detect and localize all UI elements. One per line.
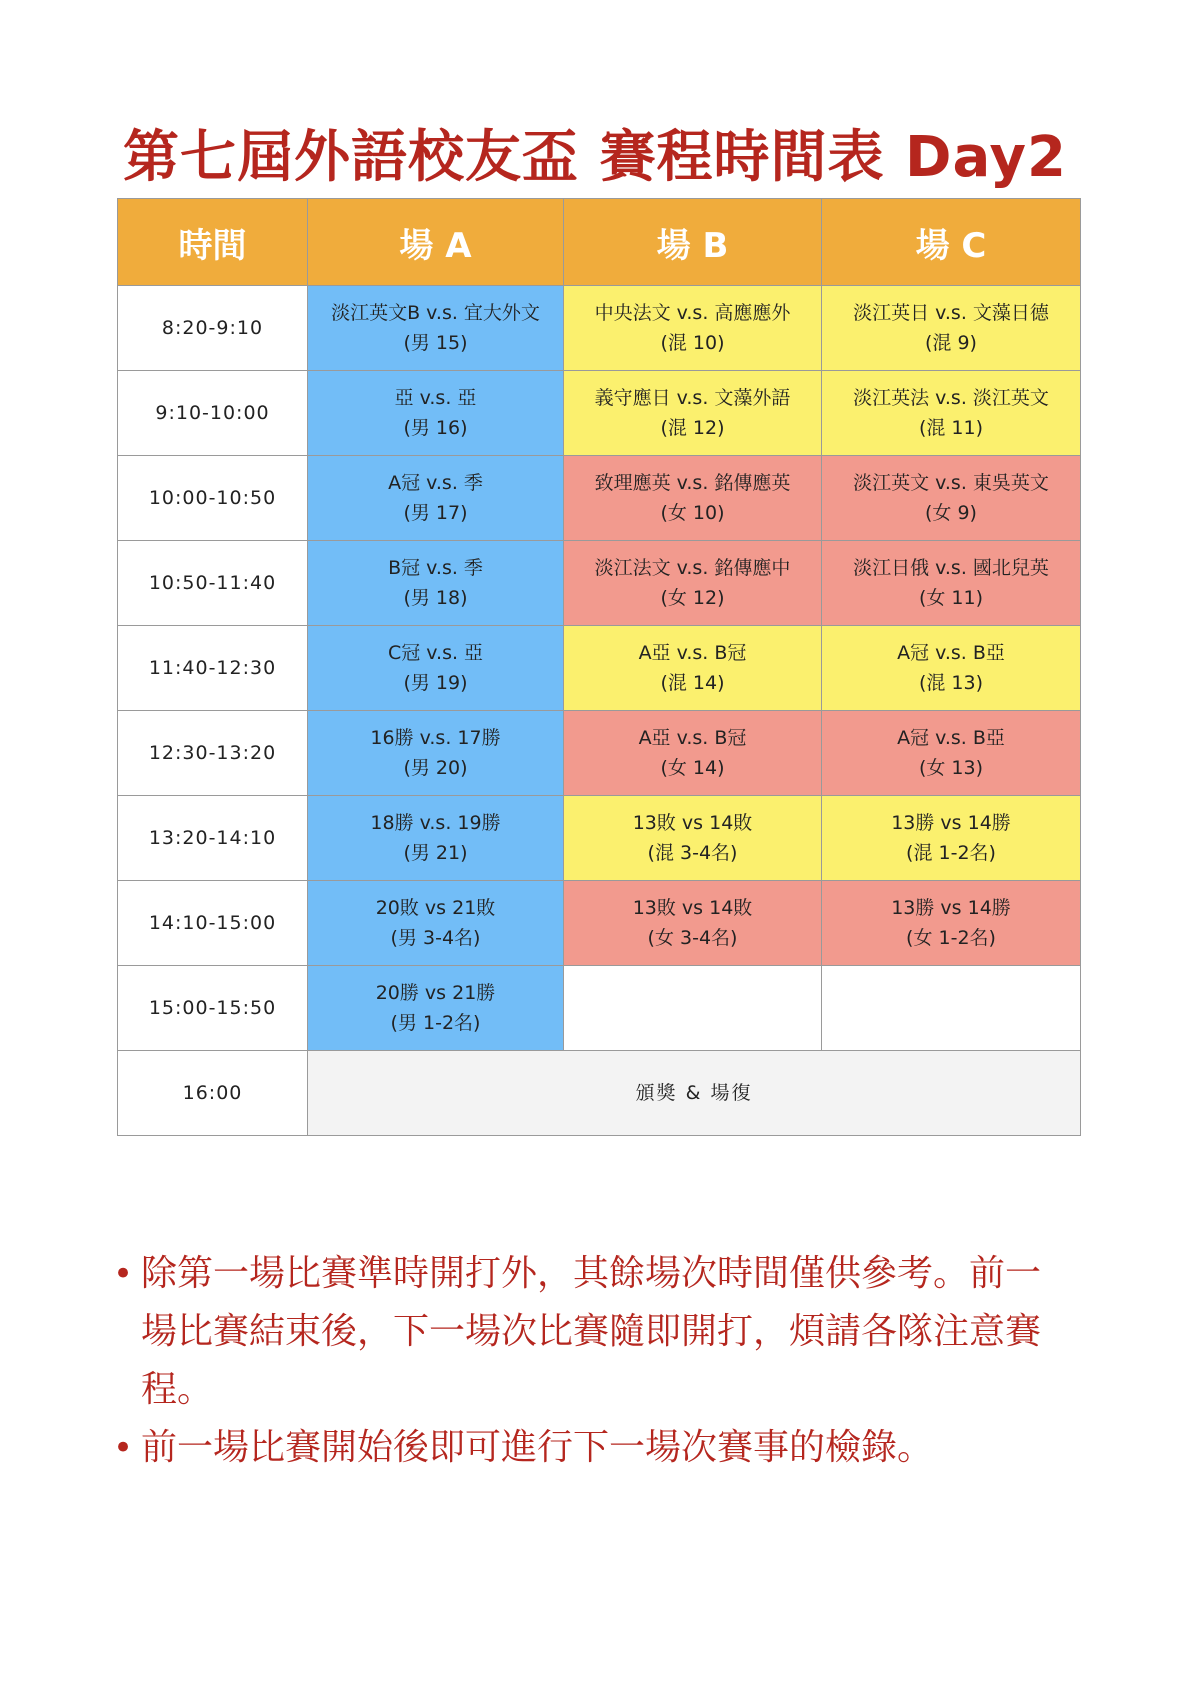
match-tag: (男 16) [403, 417, 468, 439]
match-tag: (男 19) [403, 672, 468, 694]
match-cell-court-b [564, 966, 822, 1051]
table-row-final [118, 1051, 1081, 1136]
match-teams: 13勝 vs 14勝 [891, 897, 1011, 919]
time-cell: 16:00 [118, 1051, 308, 1136]
match-cell-court-b [564, 881, 822, 966]
match-teams: 18勝 v.s. 19勝 [370, 812, 501, 834]
match-cell-court-a [308, 881, 564, 966]
award-ceremony-cell: 頒獎 & 場復 [308, 1051, 1081, 1136]
table-row [118, 881, 1081, 966]
match-teams: 致理應英 v.s. 銘傳應英 [594, 472, 791, 494]
match-cell-court-a [308, 541, 564, 626]
match-teams: 16勝 v.s. 17勝 [370, 727, 501, 749]
match-teams: 淡江英日 v.s. 文藻日德 [853, 302, 1049, 324]
match-teams: C冠 v.s. 亞 [387, 642, 484, 664]
time-cell: 10:00-10:50 [118, 456, 308, 541]
match-cell-court-c [822, 711, 1081, 796]
time-cell: 12:30-13:20 [118, 711, 308, 796]
match-cell-court-b [564, 456, 822, 541]
match-cell-court-b [564, 286, 822, 371]
match-teams: 淡江日俄 v.s. 國北兒英 [853, 557, 1049, 579]
note-text: 除第一場比賽準時開打外，其餘場次時間僅供參考。前一場比賽結束後，下一場次比賽隨即開打，煩請各隊注意賽程。 [141, 1253, 1042, 1410]
match-tag: (女 11) [918, 587, 984, 609]
table-row [118, 371, 1081, 456]
match-tag: (男 20) [403, 757, 468, 779]
match-teams: A冠 v.s. 季 [388, 472, 483, 494]
match-cell-court-b [564, 711, 822, 796]
time-cell: 8:20-9:10 [118, 286, 308, 371]
match-cell-court-a [308, 371, 564, 456]
match-tag: (女 12) [660, 587, 725, 609]
match-teams: 13敗 vs 14敗 [632, 812, 753, 834]
match-teams: 淡江法文 v.s. 銘傳應中 [594, 557, 791, 579]
table-row [118, 286, 1081, 371]
match-tag: (男 1-2名) [390, 1012, 481, 1034]
match-cell-court-c [822, 456, 1081, 541]
match-cell-court-c [822, 796, 1081, 881]
match-cell-court-a [308, 796, 564, 881]
match-cell-court-a [308, 456, 564, 541]
match-cell-court-c [822, 966, 1081, 1051]
match-tag: (女 3-4名) [647, 927, 738, 949]
schedule-table [117, 198, 1081, 1136]
match-tag: (男 18) [403, 587, 468, 609]
match-tag: (男 3-4名) [390, 927, 481, 949]
match-tag: (混 1-2名) [906, 842, 996, 864]
match-tag: (混 3-4名) [647, 842, 738, 864]
time-cell: 13:20-14:10 [118, 796, 308, 881]
match-tag: (混 12) [660, 417, 725, 439]
match-teams: 13敗 vs 14敗 [632, 897, 753, 919]
match-cell-court-a [308, 966, 564, 1051]
match-cell-court-a [308, 711, 564, 796]
bullet-icon: • [113, 1254, 134, 1294]
match-cell-court-a [308, 286, 564, 371]
match-cell-court-b [564, 371, 822, 456]
match-cell-court-c [822, 286, 1081, 371]
table-row [118, 626, 1081, 711]
match-teams: 淡江英文B v.s. 宜大外文 [331, 302, 540, 324]
match-tag: (混 11) [918, 417, 984, 439]
match-cell-court-c [822, 626, 1081, 711]
match-tag: (混 10) [660, 332, 725, 354]
bullet-icon: • [113, 1428, 134, 1468]
header-court-c: 場 C [822, 199, 1081, 286]
match-teams: B冠 v.s. 季 [388, 557, 483, 579]
match-teams: 淡江英文 v.s. 東吳英文 [853, 472, 1049, 494]
match-tag: (女 13) [918, 757, 984, 779]
match-teams: 義守應日 v.s. 文藻外語 [594, 387, 791, 409]
time-cell: 14:10-15:00 [118, 881, 308, 966]
note-text: 前一場比賽開始後即可進行下一場次賽事的檢錄。 [141, 1427, 934, 1468]
match-tag: (女 10) [660, 502, 725, 524]
match-cell-court-c [822, 371, 1081, 456]
time-cell: 10:50-11:40 [118, 541, 308, 626]
match-teams: A冠 v.s. B亞 [897, 727, 1005, 749]
match-teams: A亞 v.s. B冠 [638, 727, 747, 749]
time-cell: 11:40-12:30 [118, 626, 308, 711]
time-cell: 15:00-15:50 [118, 966, 308, 1051]
table-row [118, 541, 1081, 626]
match-cell-court-b [564, 626, 822, 711]
match-cell-court-b [564, 541, 822, 626]
page-title: 第七屆外語校友盃 賽程時間表 Day2 [122, 125, 1067, 190]
match-tag: (混 14) [660, 672, 725, 694]
match-tag: (男 15) [403, 332, 468, 354]
notes [113, 1245, 1073, 1477]
match-tag: (女 9) [925, 502, 977, 524]
header-court-b: 場 B [564, 199, 822, 286]
match-teams: 20勝 vs 21勝 [375, 982, 496, 1004]
header-time: 時間 [118, 199, 308, 286]
match-teams: 亞 v.s. 亞 [394, 387, 477, 409]
table-row [118, 711, 1081, 796]
match-cell-court-b [564, 796, 822, 881]
match-tag: (男 21) [403, 842, 468, 864]
match-tag: (男 17) [403, 502, 468, 524]
match-tag: (混 9) [925, 332, 977, 354]
match-cell-court-c [822, 541, 1081, 626]
match-teams: A亞 v.s. B冠 [638, 642, 747, 664]
match-tag: (女 1-2名) [906, 927, 996, 949]
table-row [118, 966, 1081, 1051]
match-cell-court-c [822, 881, 1081, 966]
match-teams: 13勝 vs 14勝 [891, 812, 1011, 834]
time-cell: 9:10-10:00 [118, 371, 308, 456]
match-tag: (女 14) [660, 757, 725, 779]
table-row [118, 456, 1081, 541]
match-teams: 中央法文 v.s. 高應應外 [594, 302, 791, 324]
match-teams: 20敗 vs 21敗 [375, 897, 496, 919]
note-item [113, 1245, 1073, 1419]
note-item [113, 1419, 1073, 1477]
match-teams: 淡江英法 v.s. 淡江英文 [853, 387, 1049, 409]
table-header-row [118, 199, 1081, 286]
match-teams: A冠 v.s. B亞 [897, 642, 1005, 664]
match-tag: (混 13) [918, 672, 984, 694]
table-row [118, 796, 1081, 881]
header-court-a: 場 A [308, 199, 564, 286]
match-cell-court-a [308, 626, 564, 711]
